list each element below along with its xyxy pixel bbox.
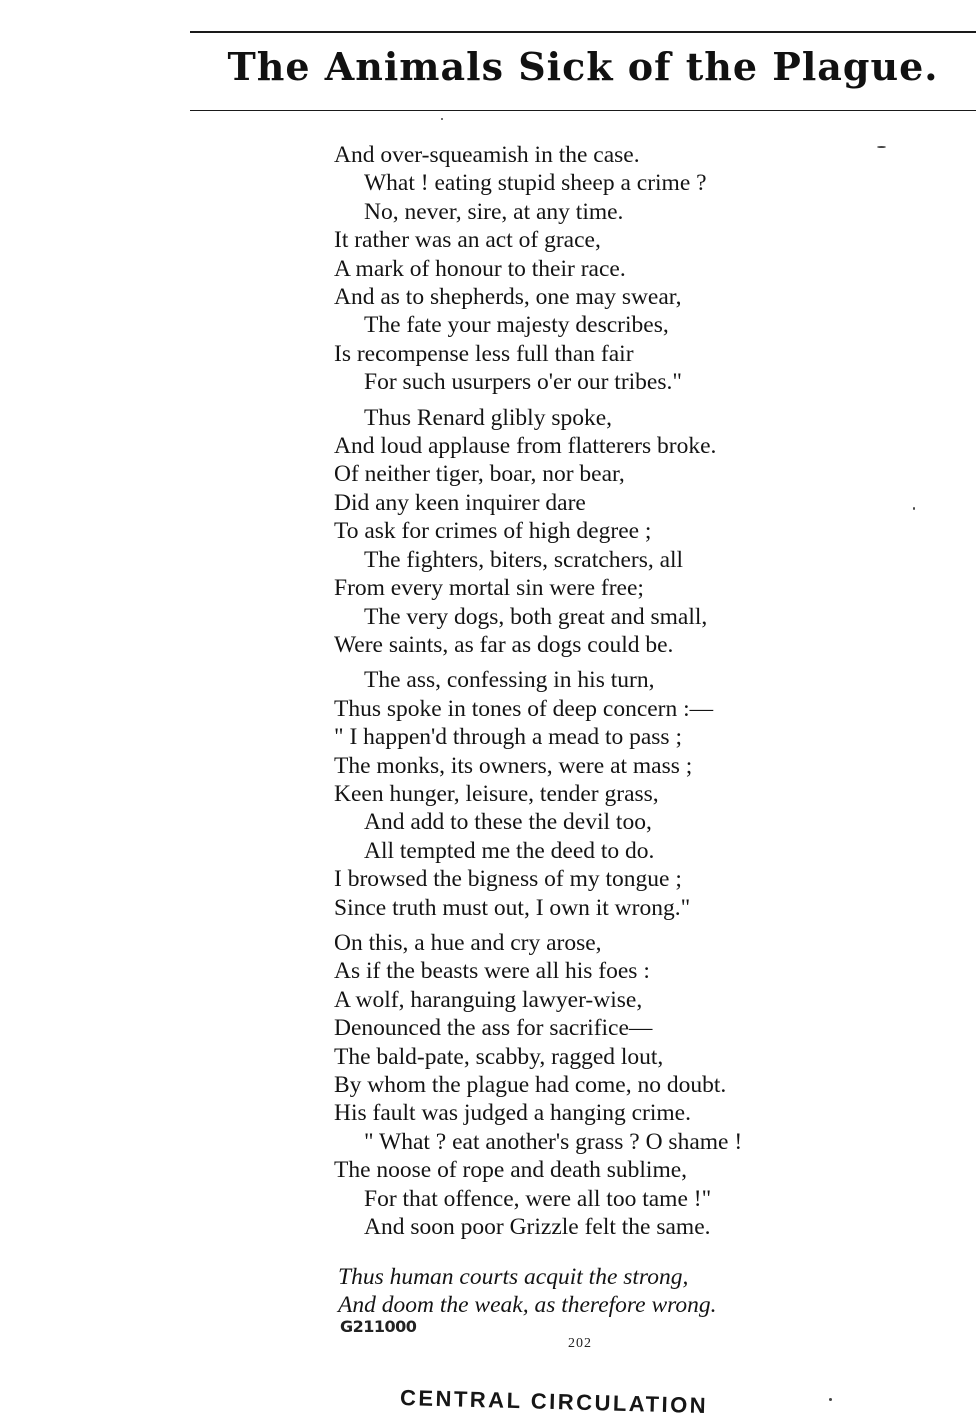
poem-line: The monks, its owners, were at mass ; bbox=[334, 752, 693, 779]
poem-line: " I happen'd through a mead to pass ; bbox=[334, 724, 682, 751]
poem-line: It rather was an act of grace, bbox=[334, 227, 601, 254]
poem-line: And over-squeamish in the case. bbox=[334, 142, 640, 168]
stanza bbox=[334, 929, 894, 1241]
poem-line: Thus spoke in tones of deep concern :— bbox=[334, 695, 714, 722]
poem-line: For that offence, were all too tame !" bbox=[364, 1185, 712, 1212]
poem-line: No, never, sire, at any time. bbox=[364, 198, 624, 225]
poem-line: And add to these the devil too, bbox=[364, 809, 652, 836]
poem-line: And as to shepherds, one may swear, bbox=[334, 284, 682, 311]
poem-body bbox=[334, 141, 894, 1248]
poem-line: The very dogs, both great and small, bbox=[364, 603, 708, 630]
poem-line: Were saints, as far as dogs could be. bbox=[334, 631, 674, 658]
poem-line: Did any keen inquirer dare bbox=[334, 489, 586, 516]
poem-line: On this, a hue and cry arose, bbox=[334, 929, 602, 956]
poem-line: For such usurpers o'er our tribes." bbox=[364, 369, 682, 396]
poem-line: The ass, confessing in his turn, bbox=[364, 667, 655, 694]
stanza bbox=[334, 404, 894, 660]
print-speck bbox=[441, 118, 443, 120]
poem-line: His fault was judged a hanging crime. bbox=[334, 1100, 691, 1127]
stanza bbox=[334, 141, 894, 397]
poem-line: Denounced the ass for sacrifice— bbox=[334, 1015, 653, 1042]
print-speck bbox=[913, 507, 915, 510]
poem-line: " What ? eat another's grass ? O shame ! bbox=[364, 1128, 743, 1155]
poem-line: By whom the plague had come, no doubt. bbox=[334, 1072, 727, 1098]
poem-line: The fighters, biters, scratchers, all bbox=[364, 546, 684, 573]
poem-line: All tempted me the deed to do. bbox=[364, 837, 655, 864]
poem-line: The noose of rope and death sublime, bbox=[334, 1157, 688, 1184]
header-top-rule bbox=[190, 31, 976, 33]
print-speck bbox=[877, 146, 886, 148]
library-stamp: CENTRAL CIRCULATION bbox=[399, 1385, 709, 1419]
poem-line: To ask for crimes of high degree ; bbox=[334, 518, 652, 545]
moral-line: And doom the weak, as therefore wrong. bbox=[338, 1292, 717, 1319]
poem-line: What ! eating stupid sheep a crime ? bbox=[364, 170, 707, 197]
print-speck bbox=[829, 1398, 832, 1401]
moral-line: Thus human courts acquit the strong, bbox=[338, 1264, 689, 1290]
poem-line: And loud applause from flatterers broke. bbox=[334, 433, 717, 460]
poem-line: Is recompense less full than fair bbox=[334, 340, 634, 367]
handwritten-shelf-mark: G211000 bbox=[340, 1317, 417, 1336]
poem-line: From every mortal sin were free; bbox=[334, 575, 644, 602]
stanza bbox=[334, 666, 894, 922]
poem-line: A wolf, haranguing lawyer-wise, bbox=[334, 986, 643, 1013]
poem-line: As if the beasts were all his foes : bbox=[334, 958, 650, 985]
poem-line: Thus Renard glibly spoke, bbox=[364, 404, 613, 431]
poem-line: The bald-pate, scabby, ragged lout, bbox=[334, 1043, 664, 1070]
poem-line: Since truth must out, I own it wrong." bbox=[334, 894, 691, 921]
poem-line: Of neither tiger, boar, nor bear, bbox=[334, 461, 625, 488]
page-title: The Animals Sick of the Plague. bbox=[227, 44, 939, 89]
poem-line: A mark of honour to their race. bbox=[334, 255, 626, 282]
poem-line: I browsed the bigness of my tongue ; bbox=[334, 866, 682, 893]
poem-line: The fate your majesty describes, bbox=[364, 312, 669, 339]
moral-couplet bbox=[338, 1263, 717, 1320]
page-number: 202 bbox=[568, 1336, 592, 1351]
poem-line: And soon poor Grizzle felt the same. bbox=[364, 1214, 711, 1241]
poem-line: Keen hunger, leisure, tender grass, bbox=[334, 780, 659, 807]
header-bottom-rule bbox=[190, 110, 976, 111]
